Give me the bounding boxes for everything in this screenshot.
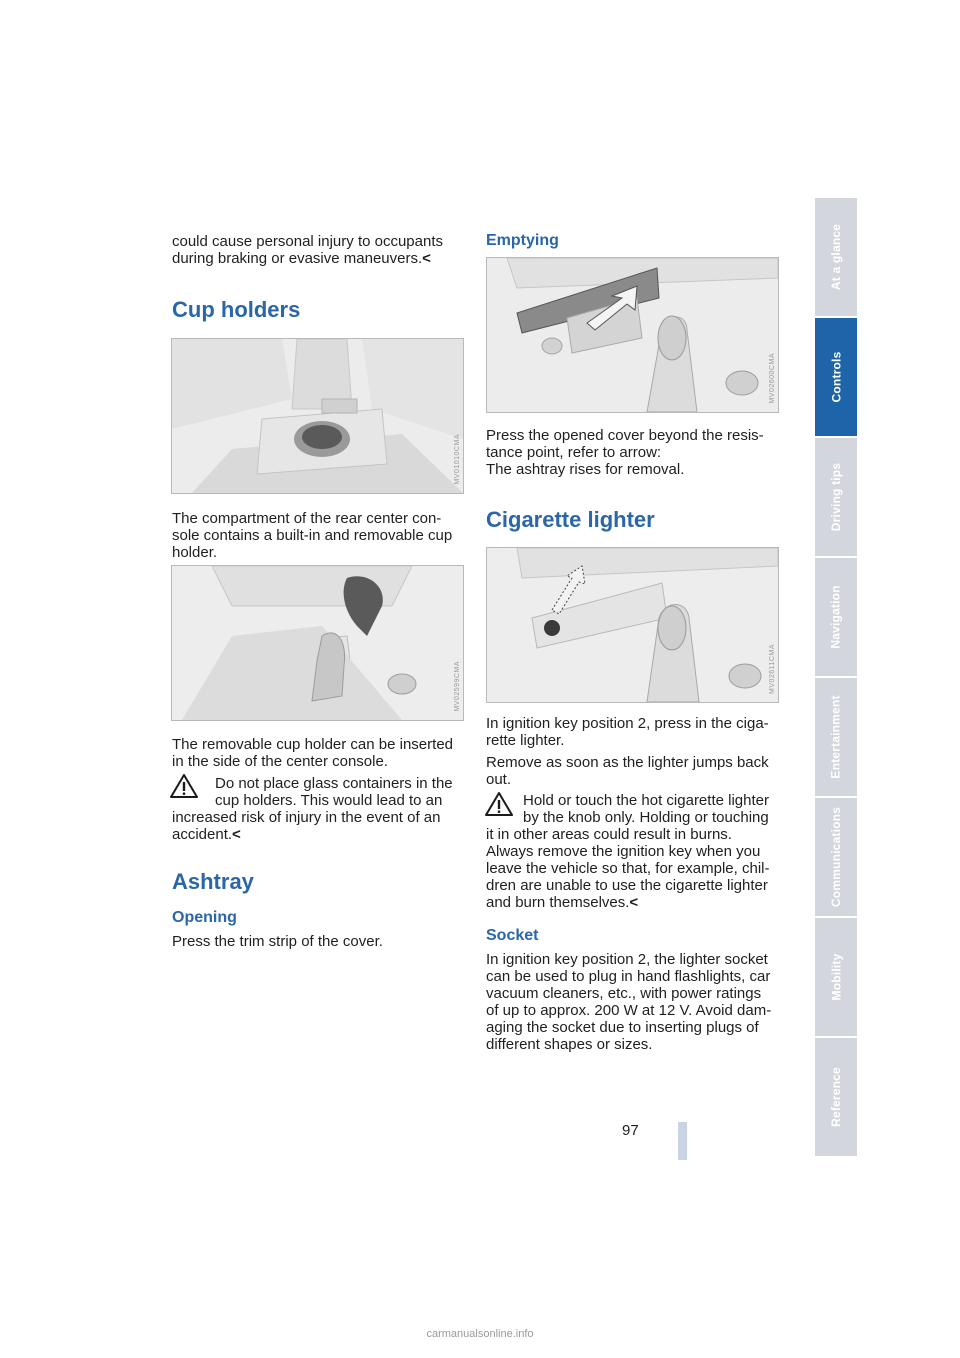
warning-line: by the knob only. Holding or touching (523, 809, 769, 826)
warning-line: it in other areas could result in burns. (486, 826, 732, 843)
ashtray-heading: Ashtray (172, 869, 254, 894)
warning-line: cup holders. This would lead to an (215, 792, 443, 809)
warning-line: leave the vehicle so that, for example, chil- (486, 860, 770, 877)
cup-paragraph-line: The removable cup holder can be inserted (172, 736, 454, 753)
opening-text: Press the trim strip of the cover. (172, 933, 383, 950)
tab-label: At a glance (829, 223, 844, 291)
tab-label: Reference (829, 1067, 843, 1127)
cigarette-lighter-heading: Cigarette lighter (486, 507, 655, 532)
figure-code: MV02611CMA (769, 643, 776, 694)
cup-paragraph-line: in the side of the center console. (172, 753, 388, 770)
cup-paragraph-line: sole contains a built-in and removable cup (172, 527, 453, 544)
emptying-heading: Emptying (486, 232, 559, 249)
lighter-line: out. (486, 771, 512, 788)
tab-at-a-glance[interactable] (815, 198, 857, 316)
socket-heading: Socket (486, 927, 539, 944)
opening-heading: Opening (172, 909, 237, 926)
socket-line: can be used to plug in hand flashlights, car (486, 968, 771, 985)
footer-watermark: carmanualsonline.info (426, 1328, 534, 1340)
warning-line: Do not place glass containers in the (215, 775, 453, 792)
warning-line: accident.< (172, 826, 241, 843)
lighter-line: Remove as soon as the lighter jumps back (486, 754, 769, 771)
tab-label: Entertainment (829, 695, 843, 779)
figure-code: MV02599CMA (454, 661, 461, 712)
cup-holders-heading: Cup holders (172, 297, 301, 322)
cup-holder-rear-console-figure (171, 338, 464, 494)
tab-label: Communications (829, 806, 843, 908)
warning-line: increased risk of injury in the event of an (172, 809, 441, 826)
tab-communications[interactable] (815, 798, 857, 916)
socket-line: of up to approx. 200 W at 12 V. Avoid dam- (486, 1002, 772, 1019)
warning-triangle-icon (170, 773, 198, 799)
warning-line: Always remove the ignition key when you (486, 843, 761, 860)
emptying-line: tance point, refer to arrow: (486, 444, 662, 461)
emptying-line: Press the opened cover beyond the resis- (486, 427, 764, 444)
warning-line: and burn themselves.< (486, 894, 639, 911)
tab-driving-tips[interactable] (815, 438, 857, 556)
intro-line-1: could cause personal injury to occupants (172, 233, 443, 250)
page-number-bar (678, 1122, 687, 1160)
socket-line: aging the socket due to inserting plugs of (486, 1019, 759, 1036)
figure-code: MV02600CMA (769, 353, 776, 404)
warning-line: dren are unable to use the cigarette lighter (486, 877, 768, 894)
socket-line: vacuum cleaners, etc., with power ratings (486, 985, 762, 1002)
ashtray-emptying-figure (486, 257, 779, 413)
tab-entertainment[interactable] (815, 678, 857, 796)
socket-line: In ignition key position 2, the lighter socket (486, 951, 768, 968)
tab-label: Mobility (829, 953, 843, 1001)
intro-line-2: during braking or evasive maneuvers.< (172, 250, 431, 267)
page-number: 97 (622, 1122, 639, 1139)
cigarette-lighter-figure (486, 547, 779, 703)
warning-line: Hold or touch the hot cigarette lighter (523, 792, 769, 809)
tab-label: Controls (829, 351, 843, 403)
socket-line: different shapes or sizes. (486, 1036, 653, 1053)
tab-mobility[interactable] (815, 918, 857, 1036)
lighter-line: rette lighter. (486, 732, 565, 749)
emptying-line: The ashtray rises for removal. (486, 461, 685, 478)
tab-navigation[interactable] (815, 558, 857, 676)
lighter-line: In ignition key position 2, press in the ciga- (486, 715, 769, 732)
tab-label: Navigation (829, 585, 843, 649)
figure-code: MV01010CMA (454, 434, 461, 485)
tab-label: Driving tips (829, 462, 843, 532)
tab-controls[interactable] (815, 318, 857, 436)
warning-triangle-icon (485, 791, 513, 817)
cup-paragraph-line: holder. (172, 544, 218, 561)
tab-reference[interactable] (815, 1038, 857, 1156)
cup-paragraph-line: The compartment of the rear center con- (172, 510, 442, 527)
removable-cup-holder-figure (171, 565, 464, 721)
